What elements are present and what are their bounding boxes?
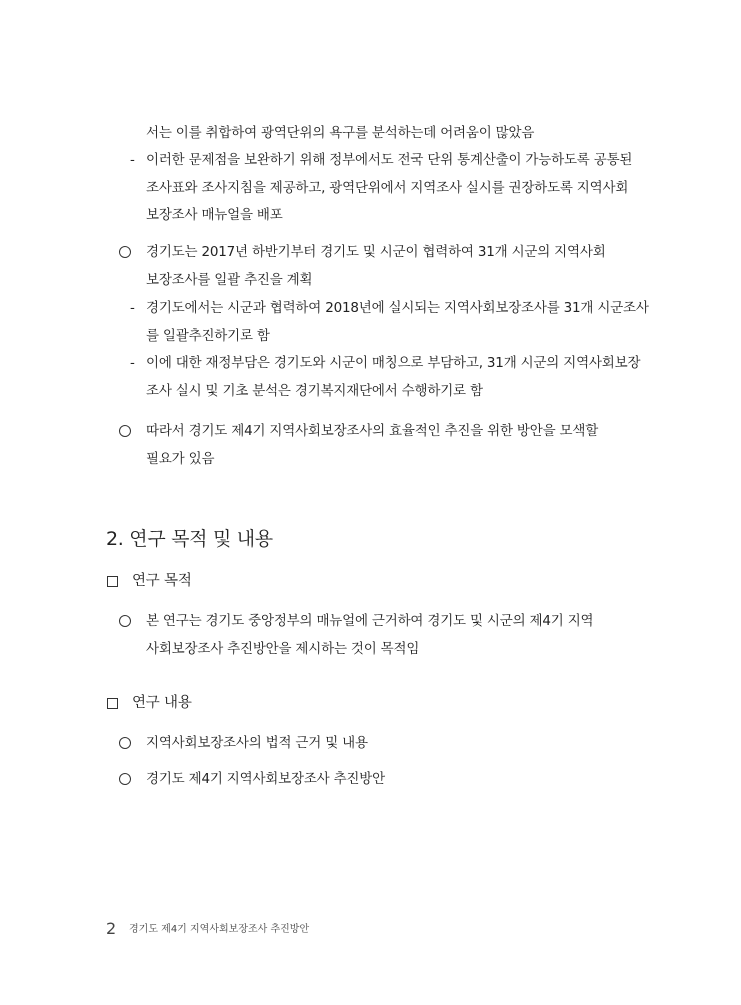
subsection-heading: 연구 내용 <box>132 695 192 711</box>
text-line: 경기도는 2017년 하반기부터 경기도 및 시군이 협력하여 31개 시군의 지역사회 <box>146 244 606 260</box>
circle-bullet-icon <box>119 425 131 437</box>
text-line: 를 일괄추진하기로 함 <box>146 328 270 344</box>
square-bullet-icon <box>107 698 118 709</box>
text-line: 필요가 있음 <box>146 451 215 467</box>
text-line: 따라서 경기도 제4기 지역사회보장조사의 효율적인 추진을 위한 방안을 모색할 <box>146 423 599 439</box>
list-item: 지역사회보장조사의 법적 근거 및 내용 <box>146 735 368 751</box>
dash-bullet: - <box>130 300 135 316</box>
circle-bullet-icon <box>119 737 131 749</box>
footer-title: 경기도 제4기 지역사회보장조사 추진방안 <box>129 924 310 935</box>
text-line: 보장조사 매뉴얼을 배포 <box>146 207 283 223</box>
text-line: 조사표와 조사지침을 제공하고, 광역단위에서 지역조사 실시를 권장하도록 지역사회 <box>146 180 629 196</box>
circle-bullet-icon <box>119 246 131 258</box>
text-line: 경기도에서는 시군과 협력하여 2018년에 실시되는 지역사회보장조사를 31개 시군조사 <box>146 300 649 316</box>
section-title: 2. 연구 목적 및 내용 <box>106 528 273 550</box>
text-line: 이에 대한 재정부담은 경기도와 시군이 매칭으로 부담하고, 31개 시군의 지역사회보장 <box>146 355 641 371</box>
text-line: 서는 이를 취합하여 광역단위의 욕구를 분석하는데 어려움이 많았음 <box>146 125 535 141</box>
text-line: 사회보장조사 추진방안을 제시하는 것이 목적임 <box>146 641 420 657</box>
circle-bullet-icon <box>119 773 131 785</box>
dash-bullet: - <box>130 355 135 371</box>
text-line: 조사 실시 및 기초 분석은 경기복지재단에서 수행하기로 함 <box>146 383 483 399</box>
subsection-heading: 연구 목적 <box>132 573 192 589</box>
circle-bullet-icon <box>119 615 131 627</box>
list-item: 경기도 제4기 지역사회보장조사 추진방안 <box>146 771 385 787</box>
dash-bullet: - <box>130 152 135 168</box>
text-line: 본 연구는 경기도 중앙정부의 매뉴얼에 근거하여 경기도 및 시군의 제4기 지역 <box>146 613 594 629</box>
text-line: 이러한 문제점을 보완하기 위해 정부에서도 전국 단위 통계산출이 가능하도록 공통된 <box>146 152 633 168</box>
text-line: 보장조사를 일괄 추진을 계획 <box>146 272 313 288</box>
square-bullet-icon <box>107 576 118 587</box>
page-number: 2 <box>106 919 117 938</box>
